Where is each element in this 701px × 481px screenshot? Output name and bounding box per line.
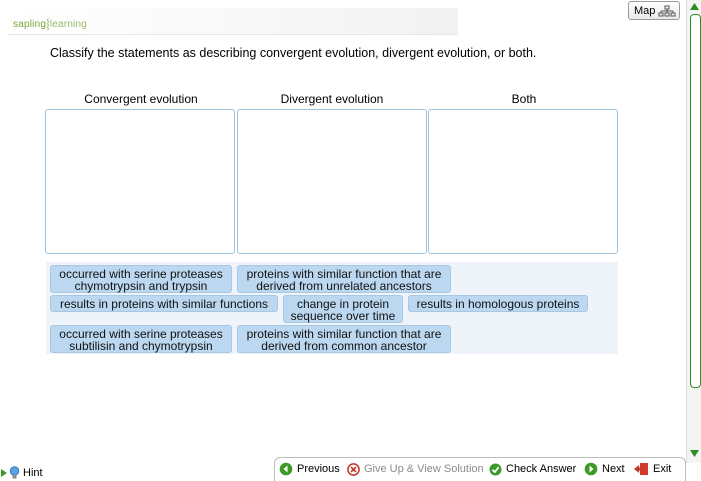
drop-bin-both[interactable]: [428, 109, 618, 254]
chip-line: sequence over time: [290, 309, 396, 323]
map-label: Map: [634, 5, 656, 17]
chip-similar-functions[interactable]: [50, 295, 278, 312]
chip-line: proteins with similar function that are: [246, 327, 442, 341]
chip-line: change in protein: [296, 297, 390, 311]
hint-label: Hint: [23, 467, 43, 479]
logo-text-learning: learning: [49, 19, 88, 30]
scrollbar-thumb[interactable]: [690, 14, 701, 388]
question-prompt: Classify the statements as describing convergent evolution, divergent evolution, or both.: [50, 46, 537, 60]
chip-line: occurred with serine proteases: [59, 327, 223, 341]
give-up-x-icon: [347, 463, 360, 476]
check-answer-button[interactable]: [489, 461, 576, 477]
drop-bin-convergent[interactable]: [45, 109, 235, 254]
next-arrow-icon: [584, 462, 598, 476]
chip-line: proteins with similar function that are: [246, 267, 442, 281]
chip-line: derived from common ancestor: [261, 339, 427, 353]
chip-unrelated-ancestors[interactable]: [237, 265, 451, 293]
scroll-down-arrow-icon[interactable]: [687, 446, 701, 460]
vertical-scrollbar[interactable]: [686, 0, 701, 463]
chip-serine-subtilisin-chymotrypsin[interactable]: [50, 325, 232, 353]
bin-heading-both: Both: [511, 92, 537, 106]
sapling-learning-logo: [13, 19, 87, 31]
next-button[interactable]: [584, 461, 625, 477]
previous-arrow-icon: [279, 462, 293, 476]
bin-heading-convergent: Convergent evolution: [84, 92, 198, 106]
next-label: Next: [602, 463, 625, 475]
footer-toolbar: [274, 457, 686, 481]
scroll-up-arrow-icon[interactable]: [687, 0, 701, 14]
chip-sequence-change[interactable]: [283, 295, 403, 323]
give-up-button[interactable]: [347, 461, 484, 477]
exit-door-icon: [634, 462, 649, 476]
exit-button[interactable]: [634, 461, 671, 477]
give-up-label: Give Up & View Solution: [364, 463, 484, 475]
previous-label: Previous: [297, 463, 340, 475]
chip-line: derived from unrelated ancestors: [256, 279, 432, 293]
drop-bin-divergent[interactable]: [237, 109, 427, 254]
lightbulb-icon: [9, 466, 20, 480]
previous-button[interactable]: [279, 461, 340, 477]
bin-heading-divergent: Divergent evolution: [280, 92, 384, 106]
header-bar: [8, 8, 458, 35]
logo-text-sapling: sapling: [13, 19, 47, 30]
check-icon: [489, 463, 502, 476]
hint-button[interactable]: [0, 465, 43, 481]
check-answer-label: Check Answer: [506, 463, 577, 475]
map-button[interactable]: [628, 1, 680, 20]
sprout-icon: ⸾: [46, 19, 50, 30]
sitemap-icon: [658, 5, 676, 18]
chip-common-ancestor[interactable]: [237, 325, 451, 353]
chip-line: occurred with serine proteases: [59, 267, 223, 281]
chip-line: chymotrypsin and trypsin: [74, 279, 208, 293]
chip-line: results in homologous proteins: [416, 297, 580, 311]
chip-homologous-proteins[interactable]: [408, 295, 588, 312]
chip-serine-chymotrypsin-trypsin[interactable]: [50, 265, 232, 293]
exit-label: Exit: [653, 463, 672, 475]
chip-line: subtilisin and chymotrypsin: [69, 339, 213, 353]
chip-line: results in proteins with similar functions: [59, 297, 269, 311]
hint-expand-arrow-icon: [0, 468, 8, 478]
